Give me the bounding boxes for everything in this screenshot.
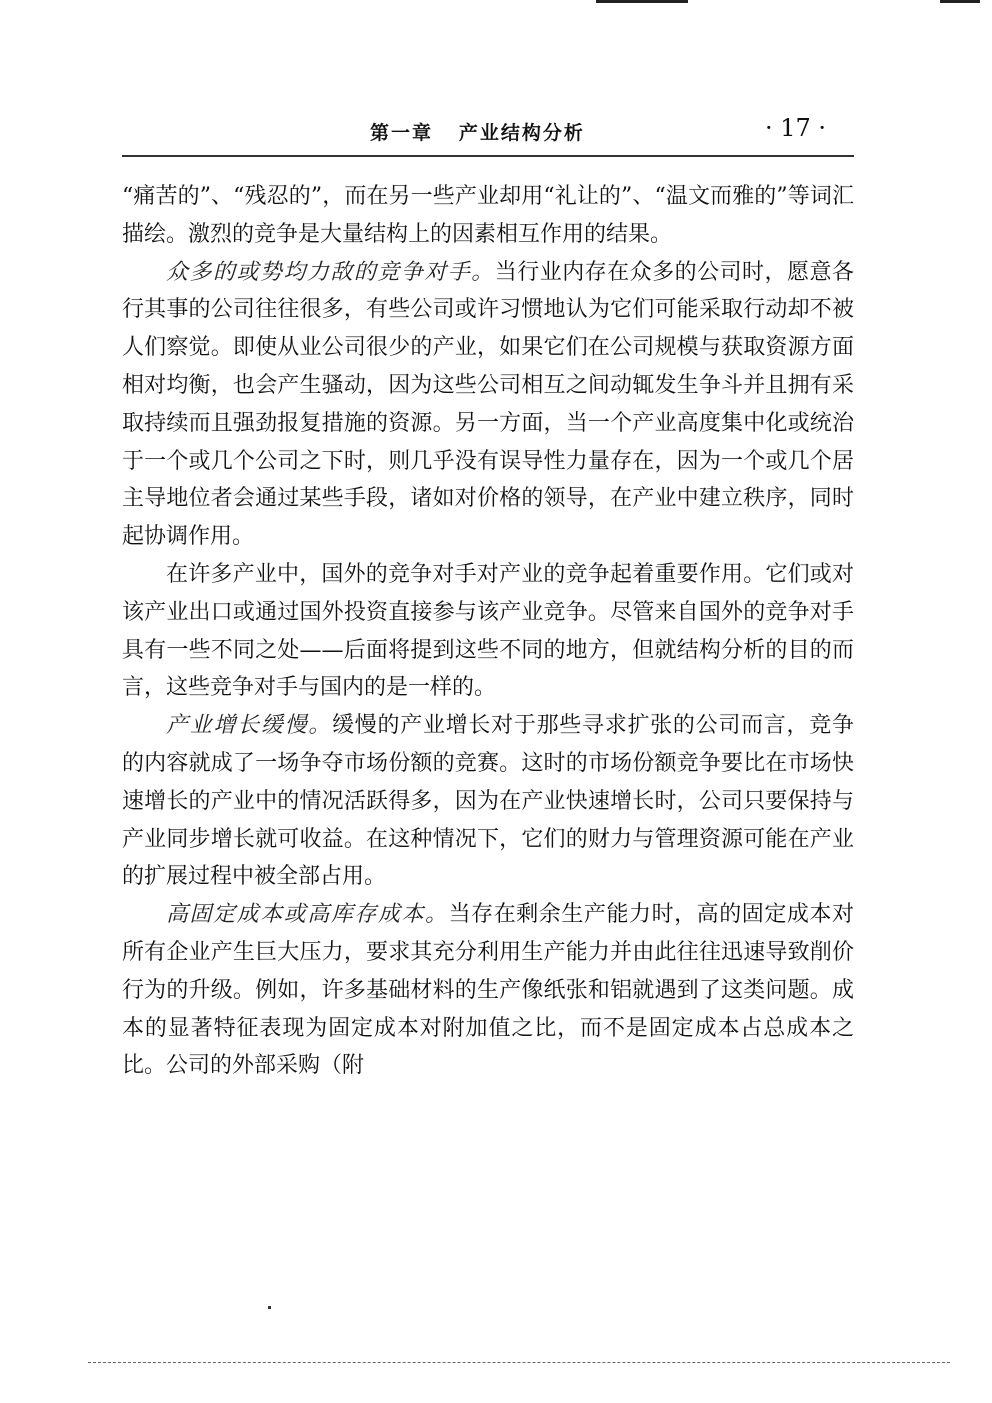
- paragraph-text: 当存在剩余生产能力时，高的固定成本对所有企业产生巨大压力，要求其充分利用生产能力并由此往往迅速导致削价行为的升级。例如，许多基础材料的生产像纸张和铝就遇到了这类问题。成本的显著特征表现为固定成本对附加值之比，而不是固定成本占总成本之比。公司的外部采购（附: [122, 902, 854, 1079]
- paragraph: [122, 556, 854, 707]
- paragraph-text: 缓慢的产业增长对于那些寻求扩张的公司而言，竞争的内容就成了一场争夺市场份额的竞赛。这时的市场份额竞争要比在市场快速增长的产业中的情况活跃得多，因为在产业快速增长时，公司只要保持与产业同步增长就可收益。在这种情况下，它们的财力与管理资源可能在产业的扩展过程中被全部占用。: [122, 713, 854, 890]
- paragraph: [122, 896, 854, 1085]
- paragraph-lead: 众多的或势均力敌的竞争对手。: [166, 259, 495, 285]
- running-header: [122, 114, 852, 154]
- header-divider: [122, 155, 854, 157]
- paragraph-lead: 产业增长缓慢。: [166, 713, 333, 739]
- paragraph-lead: 高固定成本或高库存成本。: [166, 902, 449, 928]
- paragraph: [122, 178, 854, 254]
- scan-edge-mark: [940, 0, 980, 3]
- paragraph-text: “痛苦的”、“残忍的”，而在另一些产业却用“礼让的”、“温文而雅的”等词汇描绘。激烈的竞争是大量结构上的因素相互作用的结果。: [122, 184, 854, 247]
- paragraph-text: 当行业内存在众多的公司时，愿意各行其事的公司往往很多，有些公司或许习惯地认为它们可能采取行动却不被人们察觉。即使从业公司很少的产业，如果它们在公司规模与获取资源方面相对均衡，也会产生骚动，因为这些公司相互之间动辄发生争斗并且拥有采取持续而且强劲报复措施的资源。另一方面，当一个产业高度集中化或统治于一个或几个公司之下时，则几乎没有误导性力量存在，因为一个或几个居主导地位者会通过某些手段，诸如对价格的领导，在产业中建立秩序，同时起协调作用。: [122, 259, 854, 550]
- scan-edge-mark: [596, 0, 688, 3]
- footer-rule: [88, 1362, 950, 1363]
- page-body: [122, 178, 854, 1085]
- paragraph-text: 在许多产业中，国外的竞争对手对产业的竞争起着重要作用。它们或对该产业出口或通过国外投资直接参与该产业竞争。尽管来自国外的竞争对手具有一些不同之处——后面将提到这些不同的地方，但就结构分析的目的而言，这些竞争对手与国内的是一样的。: [122, 561, 854, 701]
- paragraph: [122, 254, 854, 556]
- paragraph: [122, 707, 854, 896]
- chapter-title: 第一章 产业结构分析: [370, 122, 585, 144]
- page-number: · 17 ·: [764, 114, 826, 142]
- scan-speck: [268, 1306, 271, 1309]
